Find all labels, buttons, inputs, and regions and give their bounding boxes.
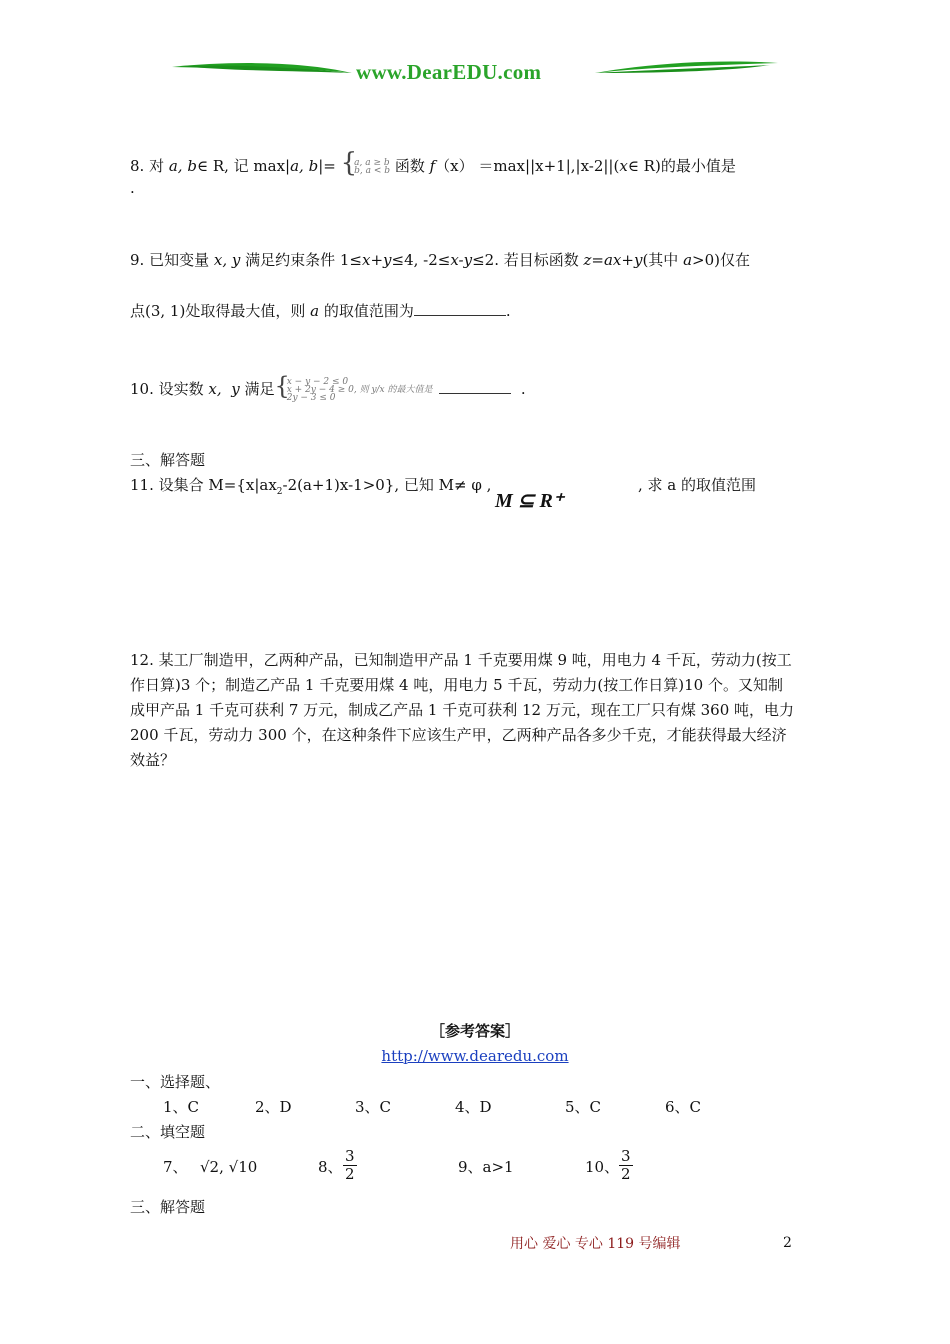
q8-text: |= xyxy=(318,157,336,175)
q8-text: （x） ＝max||x+1|,|x-2||( xyxy=(435,157,620,175)
q11-text-end: , 求 a 的取值范围 xyxy=(638,476,757,494)
q9-text: . xyxy=(505,302,511,320)
q8-text: 8. 对 xyxy=(130,157,169,175)
question-9-line1 xyxy=(130,250,750,270)
q8-trailing-dot: . xyxy=(130,179,135,197)
q9-text: ≤2. 若目标函数 xyxy=(472,251,584,269)
q9-text: 满足约束条件 1≤ xyxy=(240,251,362,269)
q8-var: a, b xyxy=(168,157,197,175)
q10-text: 满足 xyxy=(239,380,275,398)
dearedu-link[interactable]: http://www.dearedu.com xyxy=(381,1047,569,1065)
q10-text: . xyxy=(520,380,526,398)
q11-subset-formula: M ⊆ R⁺ xyxy=(495,490,564,512)
q10-constraint-3: 2y − 3 ≤ 0 xyxy=(286,393,336,403)
q12-line: 效益？ xyxy=(130,751,176,769)
footer-note: 用心 爱心 专心 119 号编辑 xyxy=(510,1236,681,1252)
q9-var: z=ax+y xyxy=(583,251,643,269)
fraction-denominator: 2 xyxy=(621,1165,631,1183)
q10-constraint-system xyxy=(287,378,433,402)
q12-line: 作日算)3 个；制造乙产品 1 千克要用煤 4 吨，用电力 5 千瓦，劳动力(按工作日算)10 个。又知制 xyxy=(130,676,783,694)
q9-var: a xyxy=(683,251,693,269)
q8-text: 函数 xyxy=(394,157,430,175)
q11-text: -2(a+1)x-1>0}, 已知 M≠ φ , xyxy=(282,476,492,494)
q12-line: 12. 某工厂制造甲，乙两种产品，已知制造甲产品 1 千克要用煤 9 吨，用电力 4 千瓦，劳动力(按工 xyxy=(130,651,792,669)
q10-var: y xyxy=(231,380,240,398)
choice-answer-1: 1、C xyxy=(163,1098,200,1116)
fraction-numerator: 3 xyxy=(345,1147,355,1165)
question-10 xyxy=(130,373,526,402)
answers-title: ［参考答案］ xyxy=(429,1022,520,1040)
answer-8-label: 8、 xyxy=(318,1158,343,1176)
q8-case-2: b, a < b xyxy=(354,166,391,176)
question-8 xyxy=(130,150,736,176)
q10-constraint-1: x − y − 2 ≤ 0 xyxy=(286,377,349,387)
q8-func: f xyxy=(429,157,436,175)
answer-8-fraction xyxy=(343,1148,357,1183)
question-11 xyxy=(130,475,491,502)
answer-10-fraction xyxy=(619,1148,633,1183)
q10-var: x, xyxy=(208,380,222,398)
answer-7-label: 7、 xyxy=(163,1158,188,1176)
q8-piecewise-cases xyxy=(354,159,390,175)
choice-answer-6: 6、C xyxy=(665,1098,702,1116)
q10-system-brace: { xyxy=(274,372,290,400)
section-heading-3: 三、解答题 xyxy=(130,451,206,469)
choice-answer-4: 4、D xyxy=(455,1098,492,1116)
q9-text: 9. 已知变量 xyxy=(130,251,214,269)
q10-text: 10. 设实数 xyxy=(130,380,209,398)
q10-constraint-2: x + 2y − 4 ≥ 0, 则 y/x 的最大值是 xyxy=(286,385,433,395)
q9-text: 的取值范围为 xyxy=(319,302,414,320)
q8-text: ∈ R)的最小值是 xyxy=(627,157,736,175)
answer-7-value: √2, √10 xyxy=(200,1158,258,1176)
q12-line: 200 千瓦，劳动力 300 个，在这种条件下应该生产甲，乙两种产品各多少千克，才能获得最大经济 xyxy=(130,726,787,744)
q10-answer-blank xyxy=(439,379,511,394)
q9-text: ≤4, -2≤ xyxy=(391,251,451,269)
page-number: 2 xyxy=(783,1235,792,1251)
q9-text: (其中 xyxy=(642,251,684,269)
q9-var: x, y xyxy=(213,251,241,269)
q11-subscript: 2 xyxy=(276,487,283,497)
q12-line: 成甲产品 1 千克可获利 7 万元，制成乙产品 1 千克可获利 12 万元，现在工厂只有煤 360 吨，电力 xyxy=(130,701,795,719)
q9-var: x+y xyxy=(362,251,392,269)
answer-10-label: 10、 xyxy=(585,1158,620,1176)
choice-answer-5: 5、C xyxy=(565,1098,602,1116)
question-12 xyxy=(130,648,794,773)
question-9-line2 xyxy=(130,301,511,321)
q9-text: 点(3, 1)处取得最大值，则 xyxy=(130,302,311,320)
site-logo-text: www.DearEDU.com xyxy=(356,60,542,84)
q9-answer-blank xyxy=(414,301,506,316)
answers-link-wrap xyxy=(0,1046,950,1066)
q8-var: a, b xyxy=(290,157,319,175)
fraction-numerator: 3 xyxy=(621,1147,631,1165)
fraction-denominator: 2 xyxy=(345,1165,355,1183)
choice-answer-2: 2、D xyxy=(255,1098,292,1116)
answers-section-3: 三、解答题 xyxy=(130,1198,206,1216)
answers-section-2: 二、填空题 xyxy=(130,1123,206,1141)
answers-section-1: 一、选择题、 xyxy=(130,1073,221,1091)
q8-case-1: a, a ≥ b xyxy=(354,158,390,168)
q8-var: x xyxy=(619,157,628,175)
choice-answer-3: 3、C xyxy=(355,1098,392,1116)
q9-text: >0)仅在 xyxy=(692,251,750,269)
q9-var: x-y xyxy=(450,251,473,269)
answer-9: 9、a>1 xyxy=(458,1158,514,1176)
q8-piecewise-brace: { xyxy=(340,148,358,178)
q8-text: ∈ R, 记 max| xyxy=(196,157,291,175)
q9-var: a xyxy=(310,302,320,320)
q11-text: 11. 设集合 M={x|ax xyxy=(130,476,277,494)
